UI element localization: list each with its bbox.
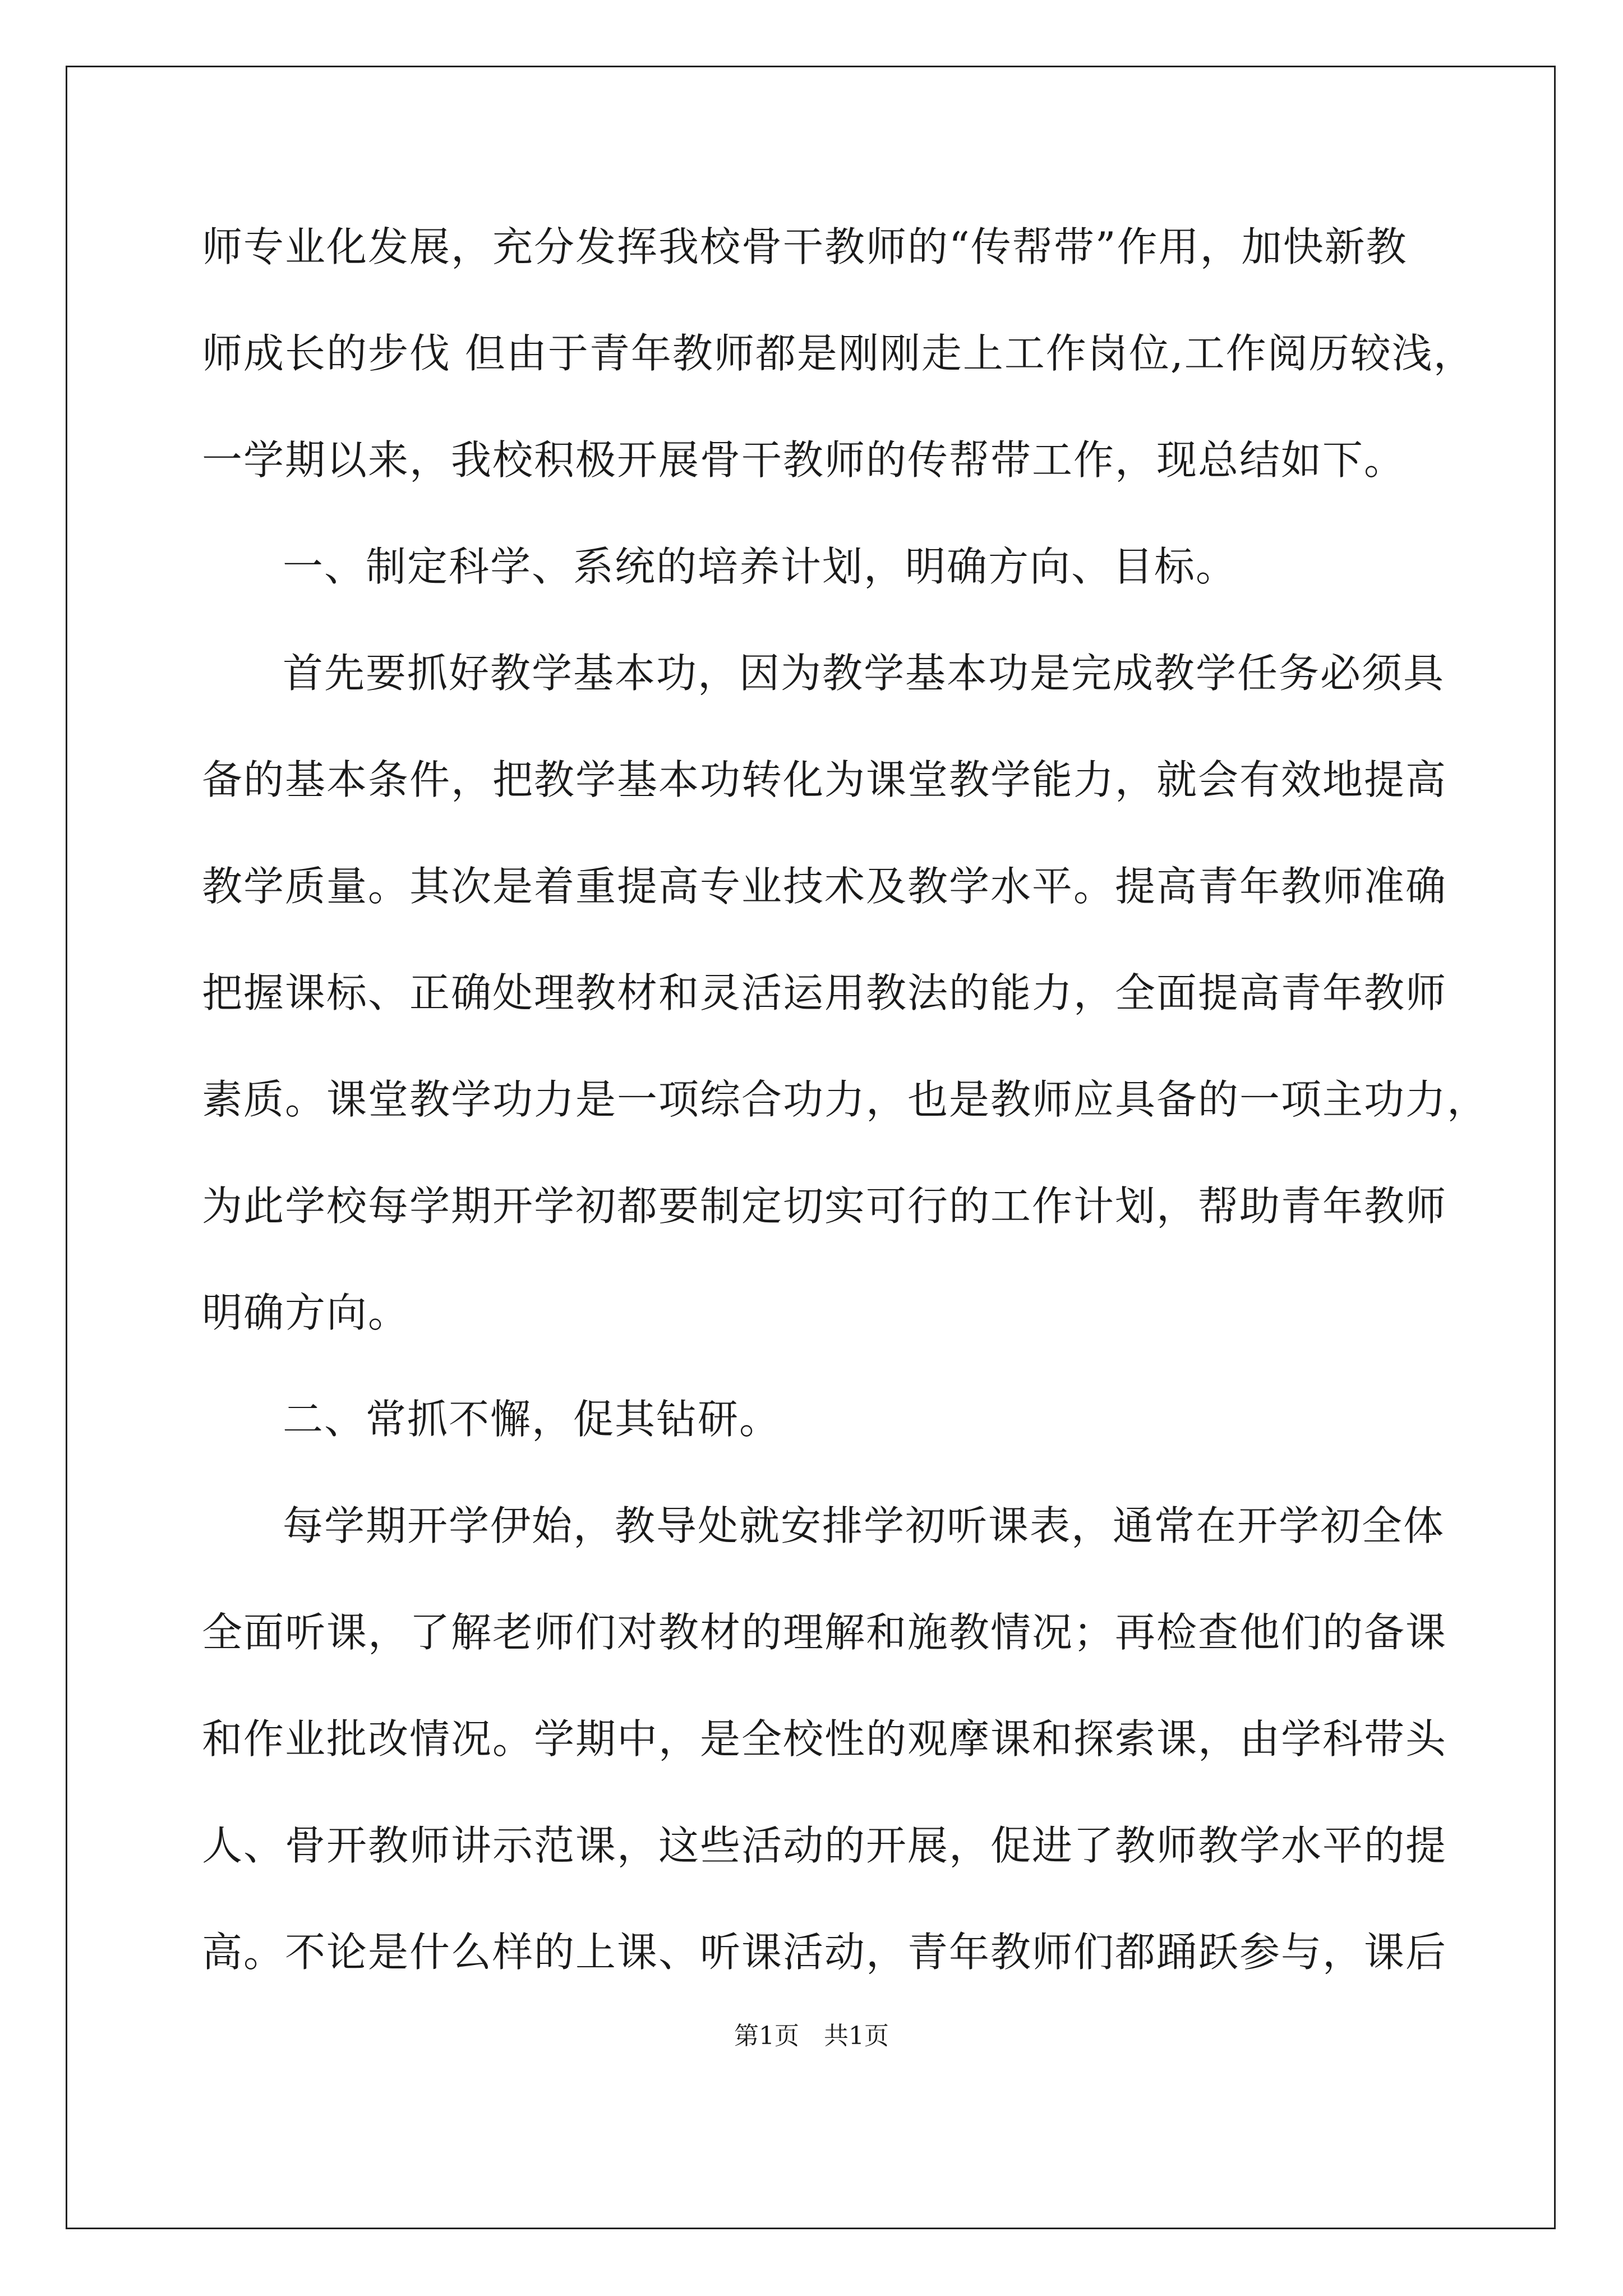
page-footer: 第1页 共1页 [734, 2022, 889, 2050]
text-line: 教学质量。其次是着重提高专业技术及教学水平。提高青年教师准确 [202, 863, 1447, 910]
text-line: 首先要抓好教学基本功，因为教学基本功是完成教学任务必须具 [283, 650, 1445, 697]
text-line: 素质。课堂教学功力是一项综合功力，也是教师应具备的一项主功力， [202, 1076, 1489, 1123]
text-line: 师专业化发展，充分发挥我校骨干教师的“传帮带”作用，加快新教 [202, 223, 1408, 270]
text-line: 每学期开学伊始，教导处就安排学初听课表，通常在开学初全体 [283, 1502, 1445, 1549]
text-line: 高。不论是什么样的上课、听课活动，青年教师们都踊跃参与，课后 [202, 1929, 1447, 1976]
text-line: 全面听课，了解老师们对教材的理解和施教情况；再检查他们的备课 [202, 1609, 1447, 1656]
text-line: 为此学校每学期开学初都要制定切实可行的工作计划，帮助青年教师 [202, 1182, 1447, 1230]
text-line: 把握课标、正确处理教材和灵活运用教法的能力，全面提高青年教师 [202, 969, 1447, 1016]
text-line: 师成长的步伐 但由于青年教师都是刚刚走上工作岗位,工作阅历较浅， [202, 330, 1475, 377]
text-line: 一学期以来，我校积极开展骨干教师的传帮带工作，现总结如下。 [202, 436, 1406, 484]
section-heading: 一、制定科学、系统的培养计划，明确方向、目标。 [283, 543, 1238, 590]
text-line: 明确方向。 [202, 1289, 410, 1336]
text-line: 人、骨开教师讲示范课，这些活动的开展，促进了教师教学水平的提 [202, 1822, 1447, 1869]
text-line: 备的基本条件，把教学基本功转化为课堂教学能力，就会有效地提高 [202, 756, 1447, 803]
section-heading: 二、常抓不懈，促其钻研。 [283, 1396, 781, 1443]
text-line: 和作业批改情况。学期中，是全校性的观摩课和探索课，由学科带头 [202, 1715, 1447, 1763]
document-body [202, 216, 1489, 2028]
